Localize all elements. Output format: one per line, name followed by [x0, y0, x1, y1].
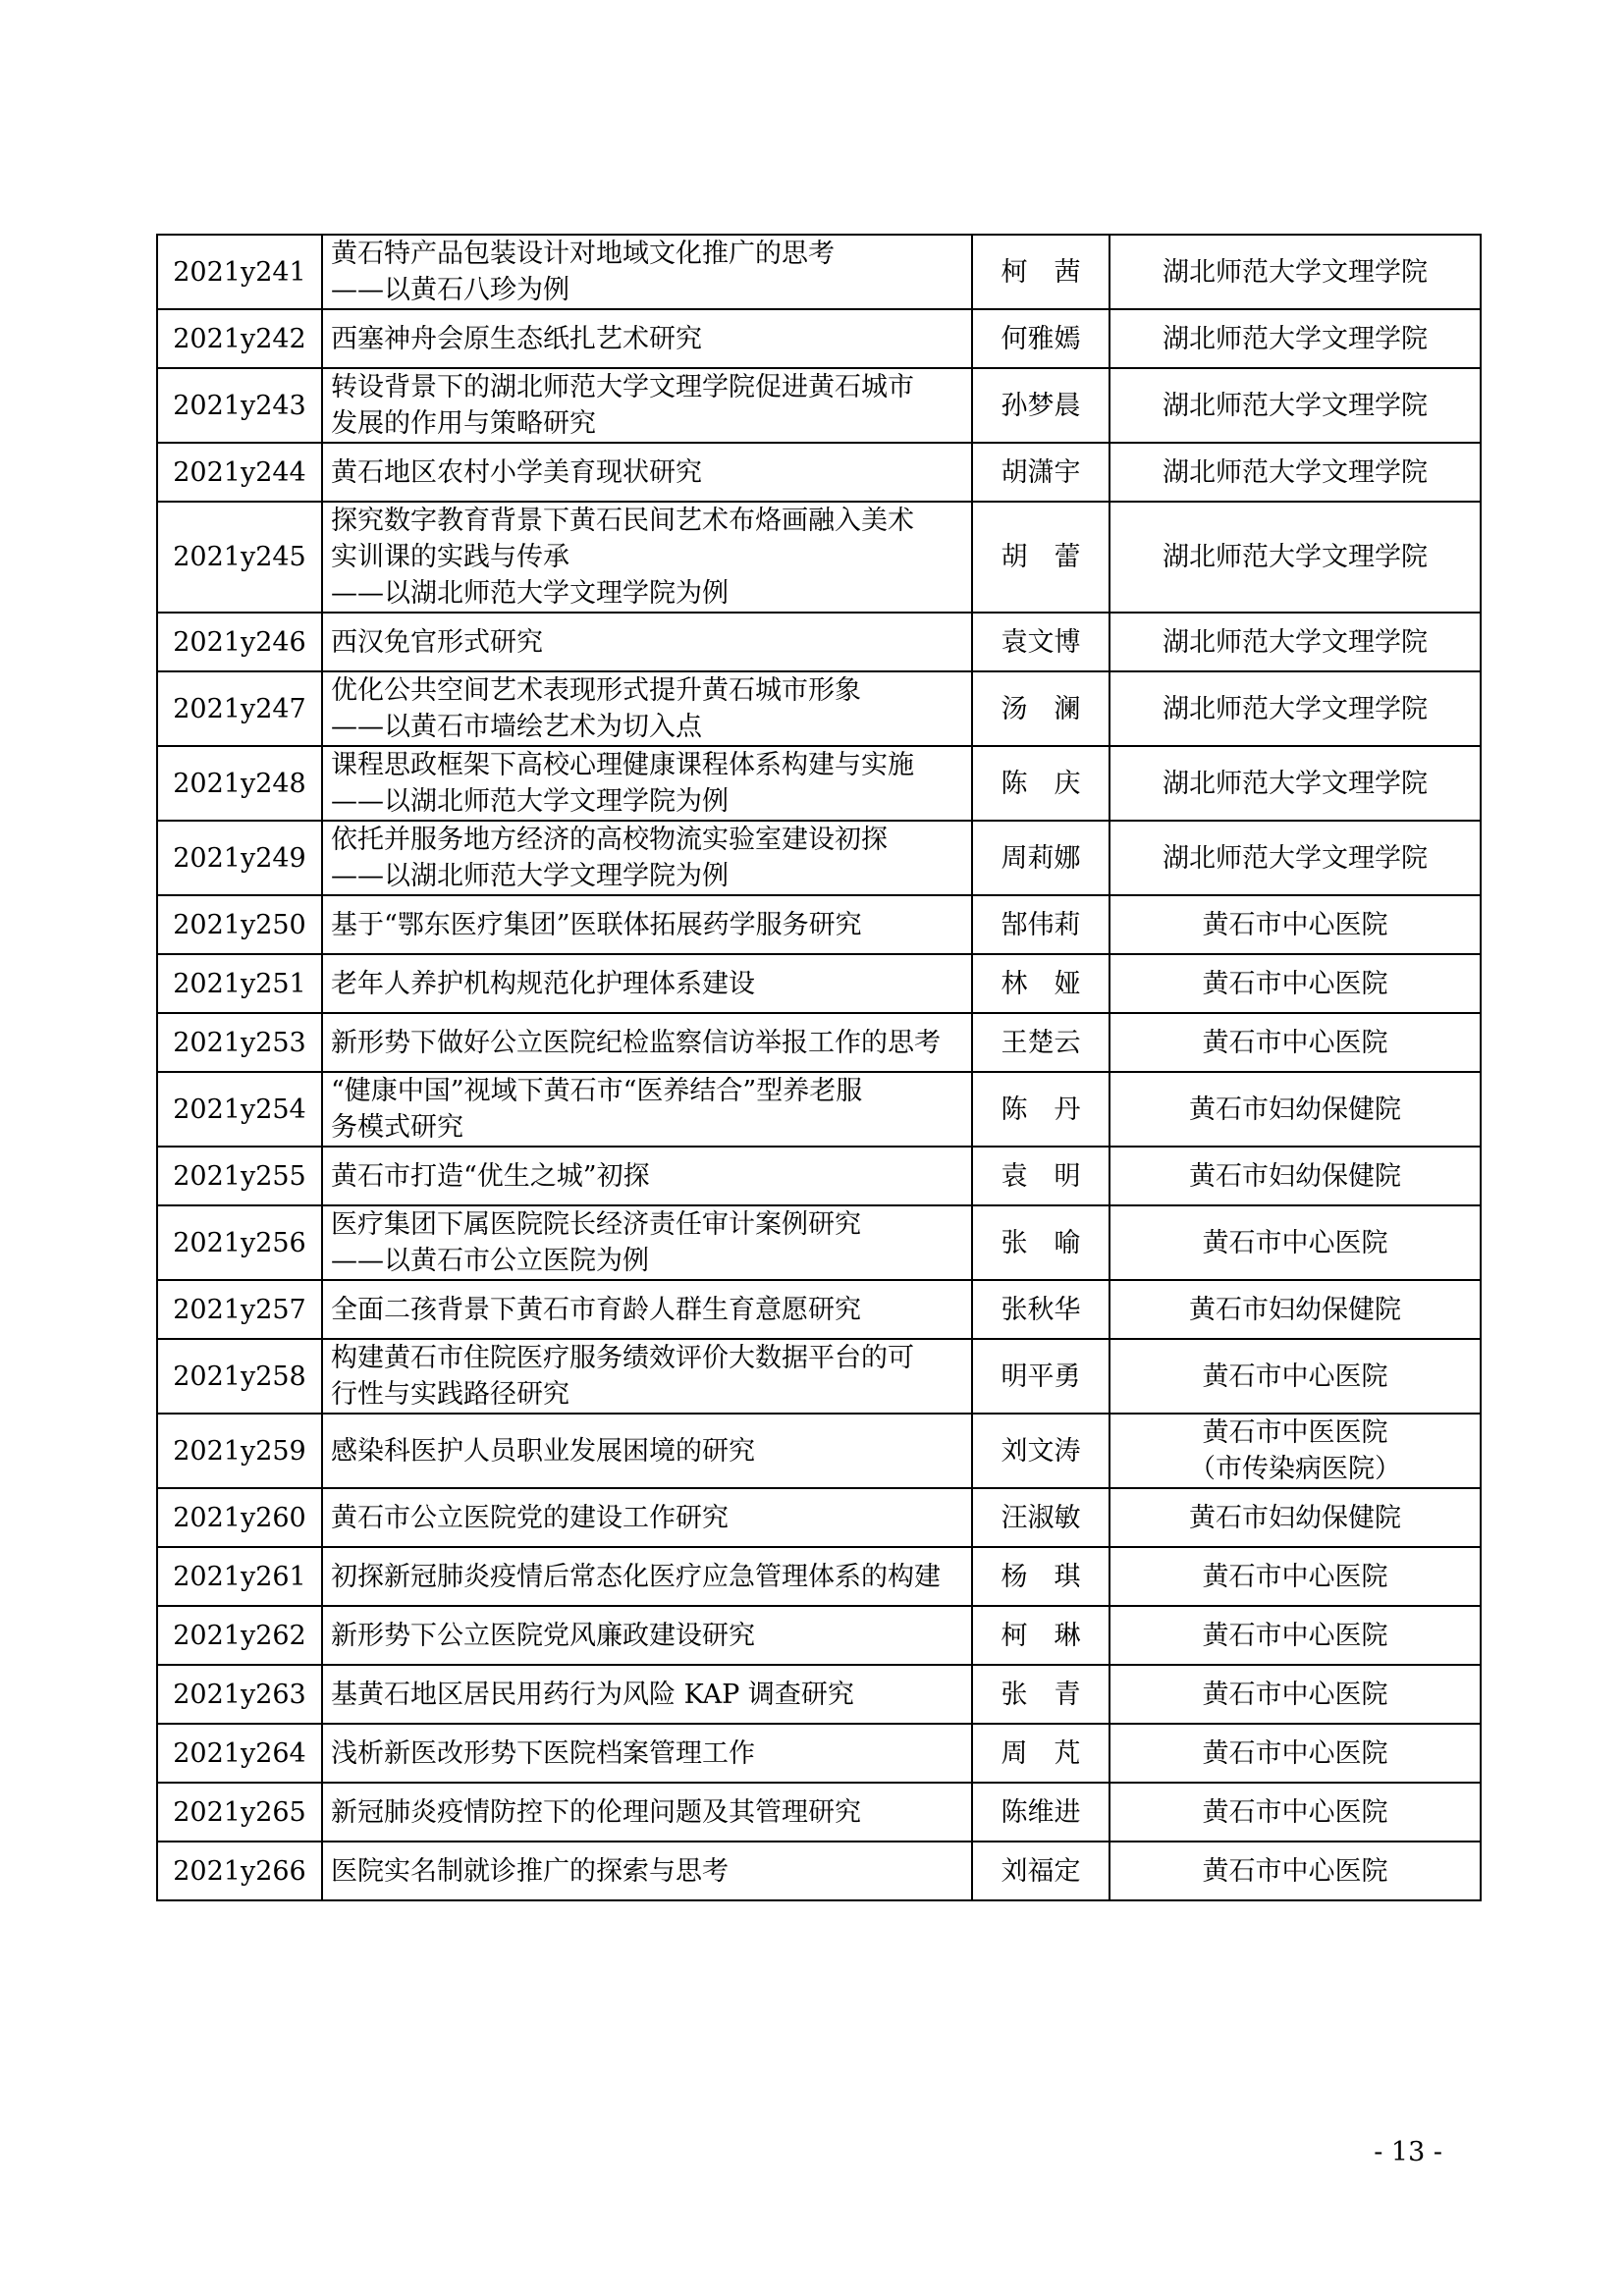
project-title-line: 感染科医护人员职业发展困境的研究	[331, 1435, 755, 1467]
table-row	[157, 821, 1481, 895]
project-code-cell: 2021y266	[157, 1842, 322, 1900]
unit-cell	[1110, 1488, 1481, 1547]
unit-line: （市传染病医院）	[1189, 1454, 1401, 1484]
project-title-line: 新冠肺炎疫情防控下的伦理问题及其管理研究	[331, 1796, 861, 1828]
applicant-name-cell: 胡潇宇	[972, 443, 1110, 502]
project-title-line: ——以湖北师范大学文理学院为例	[331, 861, 729, 891]
project-title-cell	[322, 613, 972, 671]
project-code-cell: 2021y247	[157, 671, 322, 746]
applicant-name-cell: 张 青	[972, 1665, 1110, 1724]
project-title-line: ——以黄石市墙绘艺术为切入点	[331, 712, 702, 742]
unit-cell	[1110, 443, 1481, 502]
table-row	[157, 235, 1481, 309]
table-row	[157, 1205, 1481, 1280]
unit-cell	[1110, 368, 1481, 443]
unit-line: 黄石市妇幼保健院	[1189, 1502, 1401, 1533]
unit-line: 黄石市中心医院	[1202, 1855, 1388, 1887]
table-row	[157, 1547, 1481, 1606]
unit-line: 黄石市中心医院	[1202, 1679, 1388, 1710]
project-title-cell	[322, 443, 972, 502]
applicant-name-cell: 袁文博	[972, 613, 1110, 671]
project-title-line: ——以黄石八珍为例	[331, 275, 569, 305]
unit-line: 黄石市中心医院	[1202, 1620, 1388, 1651]
unit-cell	[1110, 1547, 1481, 1606]
unit-cell	[1110, 1147, 1481, 1205]
table-row	[157, 1414, 1481, 1488]
project-title-line: 构建黄石市住院医疗服务绩效评价大数据平台的可	[331, 1343, 914, 1373]
project-code-cell: 2021y243	[157, 368, 322, 443]
project-title-cell	[322, 1414, 972, 1488]
applicant-name-cell: 袁 明	[972, 1147, 1110, 1205]
project-title-line: 新形势下做好公立医院纪检监察信访举报工作的思考	[331, 1027, 941, 1058]
project-title-line: 发展的作用与策略研究	[331, 408, 596, 439]
project-code-cell: 2021y256	[157, 1205, 322, 1280]
table-row	[157, 671, 1481, 746]
applicant-name-cell: 陈维进	[972, 1783, 1110, 1842]
applicant-name-cell: 王楚云	[972, 1013, 1110, 1072]
applicant-name-cell: 杨 琪	[972, 1547, 1110, 1606]
project-code-cell: 2021y248	[157, 746, 322, 821]
unit-cell	[1110, 895, 1481, 954]
table-row	[157, 443, 1481, 502]
project-title-line: 全面二孩背景下黄石市育龄人群生育意愿研究	[331, 1294, 861, 1325]
project-table	[156, 234, 1482, 1901]
table-row	[157, 502, 1481, 613]
project-title-cell	[322, 895, 972, 954]
project-title-cell	[322, 1665, 972, 1724]
table-row	[157, 368, 1481, 443]
project-title-line: 黄石特产品包装设计对地域文化推广的思考	[331, 239, 835, 269]
project-title-line: 基于“鄂东医疗集团”医联体拓展药学服务研究	[331, 909, 862, 940]
unit-cell	[1110, 746, 1481, 821]
applicant-name-cell: 孙梦晨	[972, 368, 1110, 443]
unit-line: 黄石市中心医院	[1202, 1361, 1388, 1392]
unit-cell	[1110, 1665, 1481, 1724]
project-title-cell	[322, 502, 972, 613]
applicant-name-cell: 柯 茜	[972, 235, 1110, 309]
table-row	[157, 1488, 1481, 1547]
unit-cell	[1110, 954, 1481, 1013]
unit-line: 黄石市中医医院	[1202, 1417, 1388, 1448]
project-title-cell	[322, 1280, 972, 1339]
unit-cell	[1110, 309, 1481, 368]
applicant-name-cell: 汪淑敏	[972, 1488, 1110, 1547]
applicant-name-cell: 何雅嫣	[972, 309, 1110, 368]
project-title-cell	[322, 1547, 972, 1606]
applicant-name-cell: 汤 澜	[972, 671, 1110, 746]
unit-cell	[1110, 671, 1481, 746]
applicant-name-cell: 刘福定	[972, 1842, 1110, 1900]
project-title-cell	[322, 1072, 972, 1147]
unit-line: 黄石市中心医院	[1202, 968, 1388, 999]
project-code-cell: 2021y257	[157, 1280, 322, 1339]
table-body	[157, 235, 1481, 1900]
project-code-cell: 2021y253	[157, 1013, 322, 1072]
project-code-cell: 2021y263	[157, 1665, 322, 1724]
project-title-cell	[322, 1606, 972, 1665]
project-title-cell	[322, 746, 972, 821]
project-title-line: 黄石市公立医院党的建设工作研究	[331, 1502, 729, 1533]
unit-cell	[1110, 1414, 1481, 1488]
table-row	[157, 1013, 1481, 1072]
applicant-name-cell: 郜伟莉	[972, 895, 1110, 954]
project-title-cell	[322, 671, 972, 746]
table-row	[157, 613, 1481, 671]
applicant-name-cell: 周莉娜	[972, 821, 1110, 895]
unit-line: 湖北师范大学文理学院	[1163, 626, 1428, 658]
project-code-cell: 2021y249	[157, 821, 322, 895]
unit-line: 湖北师范大学文理学院	[1163, 390, 1428, 421]
project-title-line: 初探新冠肺炎疫情后常态化医疗应急管理体系的构建	[331, 1561, 941, 1592]
unit-cell	[1110, 235, 1481, 309]
unit-line: 湖北师范大学文理学院	[1163, 542, 1428, 572]
unit-cell	[1110, 1842, 1481, 1900]
project-title-line: 医院实名制就诊推广的探索与思考	[331, 1855, 729, 1887]
unit-cell	[1110, 1339, 1481, 1414]
table-row	[157, 1339, 1481, 1414]
project-title-line: 浅析新医改形势下医院档案管理工作	[331, 1737, 755, 1769]
table-row	[157, 1783, 1481, 1842]
project-title-line: 依托并服务地方经济的高校物流实验室建设初探	[331, 825, 888, 855]
table-row	[157, 1606, 1481, 1665]
project-title-line: 实训课的实践与传承	[331, 542, 569, 572]
project-code-cell: 2021y244	[157, 443, 322, 502]
project-title-cell	[322, 821, 972, 895]
project-code-cell: 2021y254	[157, 1072, 322, 1147]
applicant-name-cell: 张 喻	[972, 1205, 1110, 1280]
table-row	[157, 309, 1481, 368]
table-row	[157, 746, 1481, 821]
applicant-name-cell: 刘文涛	[972, 1414, 1110, 1488]
project-code-cell: 2021y260	[157, 1488, 322, 1547]
unit-cell	[1110, 821, 1481, 895]
unit-line: 湖北师范大学文理学院	[1163, 323, 1428, 354]
project-title-line: 行性与实践路径研究	[331, 1379, 569, 1410]
project-title-cell	[322, 1339, 972, 1414]
project-title-cell	[322, 954, 972, 1013]
project-code-cell: 2021y262	[157, 1606, 322, 1665]
project-title-line: 课程思政框架下高校心理健康课程体系构建与实施	[331, 750, 914, 780]
table-row	[157, 954, 1481, 1013]
project-title-line: 黄石地区农村小学美育现状研究	[331, 456, 702, 488]
unit-line: 黄石市中心医院	[1202, 1737, 1388, 1769]
unit-line: 黄石市中心医院	[1202, 909, 1388, 940]
project-code-cell: 2021y246	[157, 613, 322, 671]
applicant-name-cell: 陈 庆	[972, 746, 1110, 821]
project-title-line: ——以湖北师范大学文理学院为例	[331, 786, 729, 817]
unit-line: 黄石市中心医院	[1202, 1796, 1388, 1828]
applicant-name-cell: 林 娅	[972, 954, 1110, 1013]
applicant-name-cell: 陈 丹	[972, 1072, 1110, 1147]
unit-cell	[1110, 1205, 1481, 1280]
table-row	[157, 1665, 1481, 1724]
project-code-cell: 2021y255	[157, 1147, 322, 1205]
table-row	[157, 1842, 1481, 1900]
unit-cell	[1110, 613, 1481, 671]
project-title-line: 西汉免官形式研究	[331, 626, 543, 658]
unit-cell	[1110, 1013, 1481, 1072]
unit-cell	[1110, 1606, 1481, 1665]
unit-line: 黄石市妇幼保健院	[1189, 1160, 1401, 1192]
project-title-cell	[322, 1147, 972, 1205]
project-title-cell	[322, 1783, 972, 1842]
project-title-line: 探究数字教育背景下黄石民间艺术布烙画融入美术	[331, 506, 914, 536]
project-code-cell: 2021y261	[157, 1547, 322, 1606]
project-title-line: 转设背景下的湖北师范大学文理学院促进黄石城市	[331, 372, 914, 402]
project-title-cell	[322, 1842, 972, 1900]
unit-line: 湖北师范大学文理学院	[1163, 768, 1428, 799]
applicant-name-cell: 周 芃	[972, 1724, 1110, 1783]
unit-line: 黄石市中心医院	[1202, 1561, 1388, 1592]
project-title-line: 务模式研究	[331, 1112, 463, 1143]
table-row	[157, 1280, 1481, 1339]
table-row	[157, 1147, 1481, 1205]
table-row	[157, 1072, 1481, 1147]
project-code-cell: 2021y264	[157, 1724, 322, 1783]
applicant-name-cell: 胡 蕾	[972, 502, 1110, 613]
project-title-cell	[322, 309, 972, 368]
project-title-line: ——以黄石市公立医院为例	[331, 1246, 649, 1276]
project-title-cell	[322, 1205, 972, 1280]
unit-line: 湖北师范大学文理学院	[1163, 693, 1428, 724]
unit-line: 湖北师范大学文理学院	[1163, 456, 1428, 488]
project-title-line: 新形势下公立医院党风廉政建设研究	[331, 1620, 755, 1651]
project-title-cell	[322, 1013, 972, 1072]
project-code-cell: 2021y251	[157, 954, 322, 1013]
unit-cell	[1110, 502, 1481, 613]
project-title-line: 黄石市打造“优生之城”初探	[331, 1160, 650, 1192]
project-title-cell	[322, 368, 972, 443]
project-title-line: 西塞神舟会原生态纸扎艺术研究	[331, 323, 702, 354]
unit-cell	[1110, 1072, 1481, 1147]
unit-line: 黄石市妇幼保健院	[1189, 1294, 1401, 1325]
unit-cell	[1110, 1783, 1481, 1842]
project-code-cell: 2021y250	[157, 895, 322, 954]
project-code-cell: 2021y241	[157, 235, 322, 309]
project-title-line: 基黄石地区居民用药行为风险 KAP 调查研究	[331, 1679, 854, 1710]
table-row	[157, 1724, 1481, 1783]
project-title-cell	[322, 1488, 972, 1547]
unit-line: 黄石市妇幼保健院	[1189, 1094, 1401, 1125]
project-code-cell: 2021y258	[157, 1339, 322, 1414]
unit-line: 黄石市中心医院	[1202, 1027, 1388, 1058]
unit-cell	[1110, 1280, 1481, 1339]
project-title-line: “健康中国”视域下黄石市“医养结合”型养老服	[331, 1076, 863, 1106]
project-code-cell: 2021y245	[157, 502, 322, 613]
unit-line: 湖北师范大学文理学院	[1163, 842, 1428, 874]
unit-cell	[1110, 1724, 1481, 1783]
table-row	[157, 895, 1481, 954]
unit-line: 湖北师范大学文理学院	[1163, 256, 1428, 288]
project-code-cell: 2021y265	[157, 1783, 322, 1842]
project-title-cell	[322, 1724, 972, 1783]
project-title-line: 优化公共空间艺术表现形式提升黄石城市形象	[331, 675, 861, 706]
project-code-cell: 2021y242	[157, 309, 322, 368]
applicant-name-cell: 柯 琳	[972, 1606, 1110, 1665]
page-number: - 13 -	[1374, 2137, 1442, 2167]
applicant-name-cell: 明平勇	[972, 1339, 1110, 1414]
project-title-cell	[322, 235, 972, 309]
project-title-line: ——以湖北师范大学文理学院为例	[331, 578, 729, 609]
project-title-line: 医疗集团下属医院院长经济责任审计案例研究	[331, 1209, 861, 1240]
unit-line: 黄石市中心医院	[1202, 1227, 1388, 1258]
project-code-cell: 2021y259	[157, 1414, 322, 1488]
applicant-name-cell: 张秋华	[972, 1280, 1110, 1339]
project-title-line: 老年人养护机构规范化护理体系建设	[331, 968, 755, 999]
